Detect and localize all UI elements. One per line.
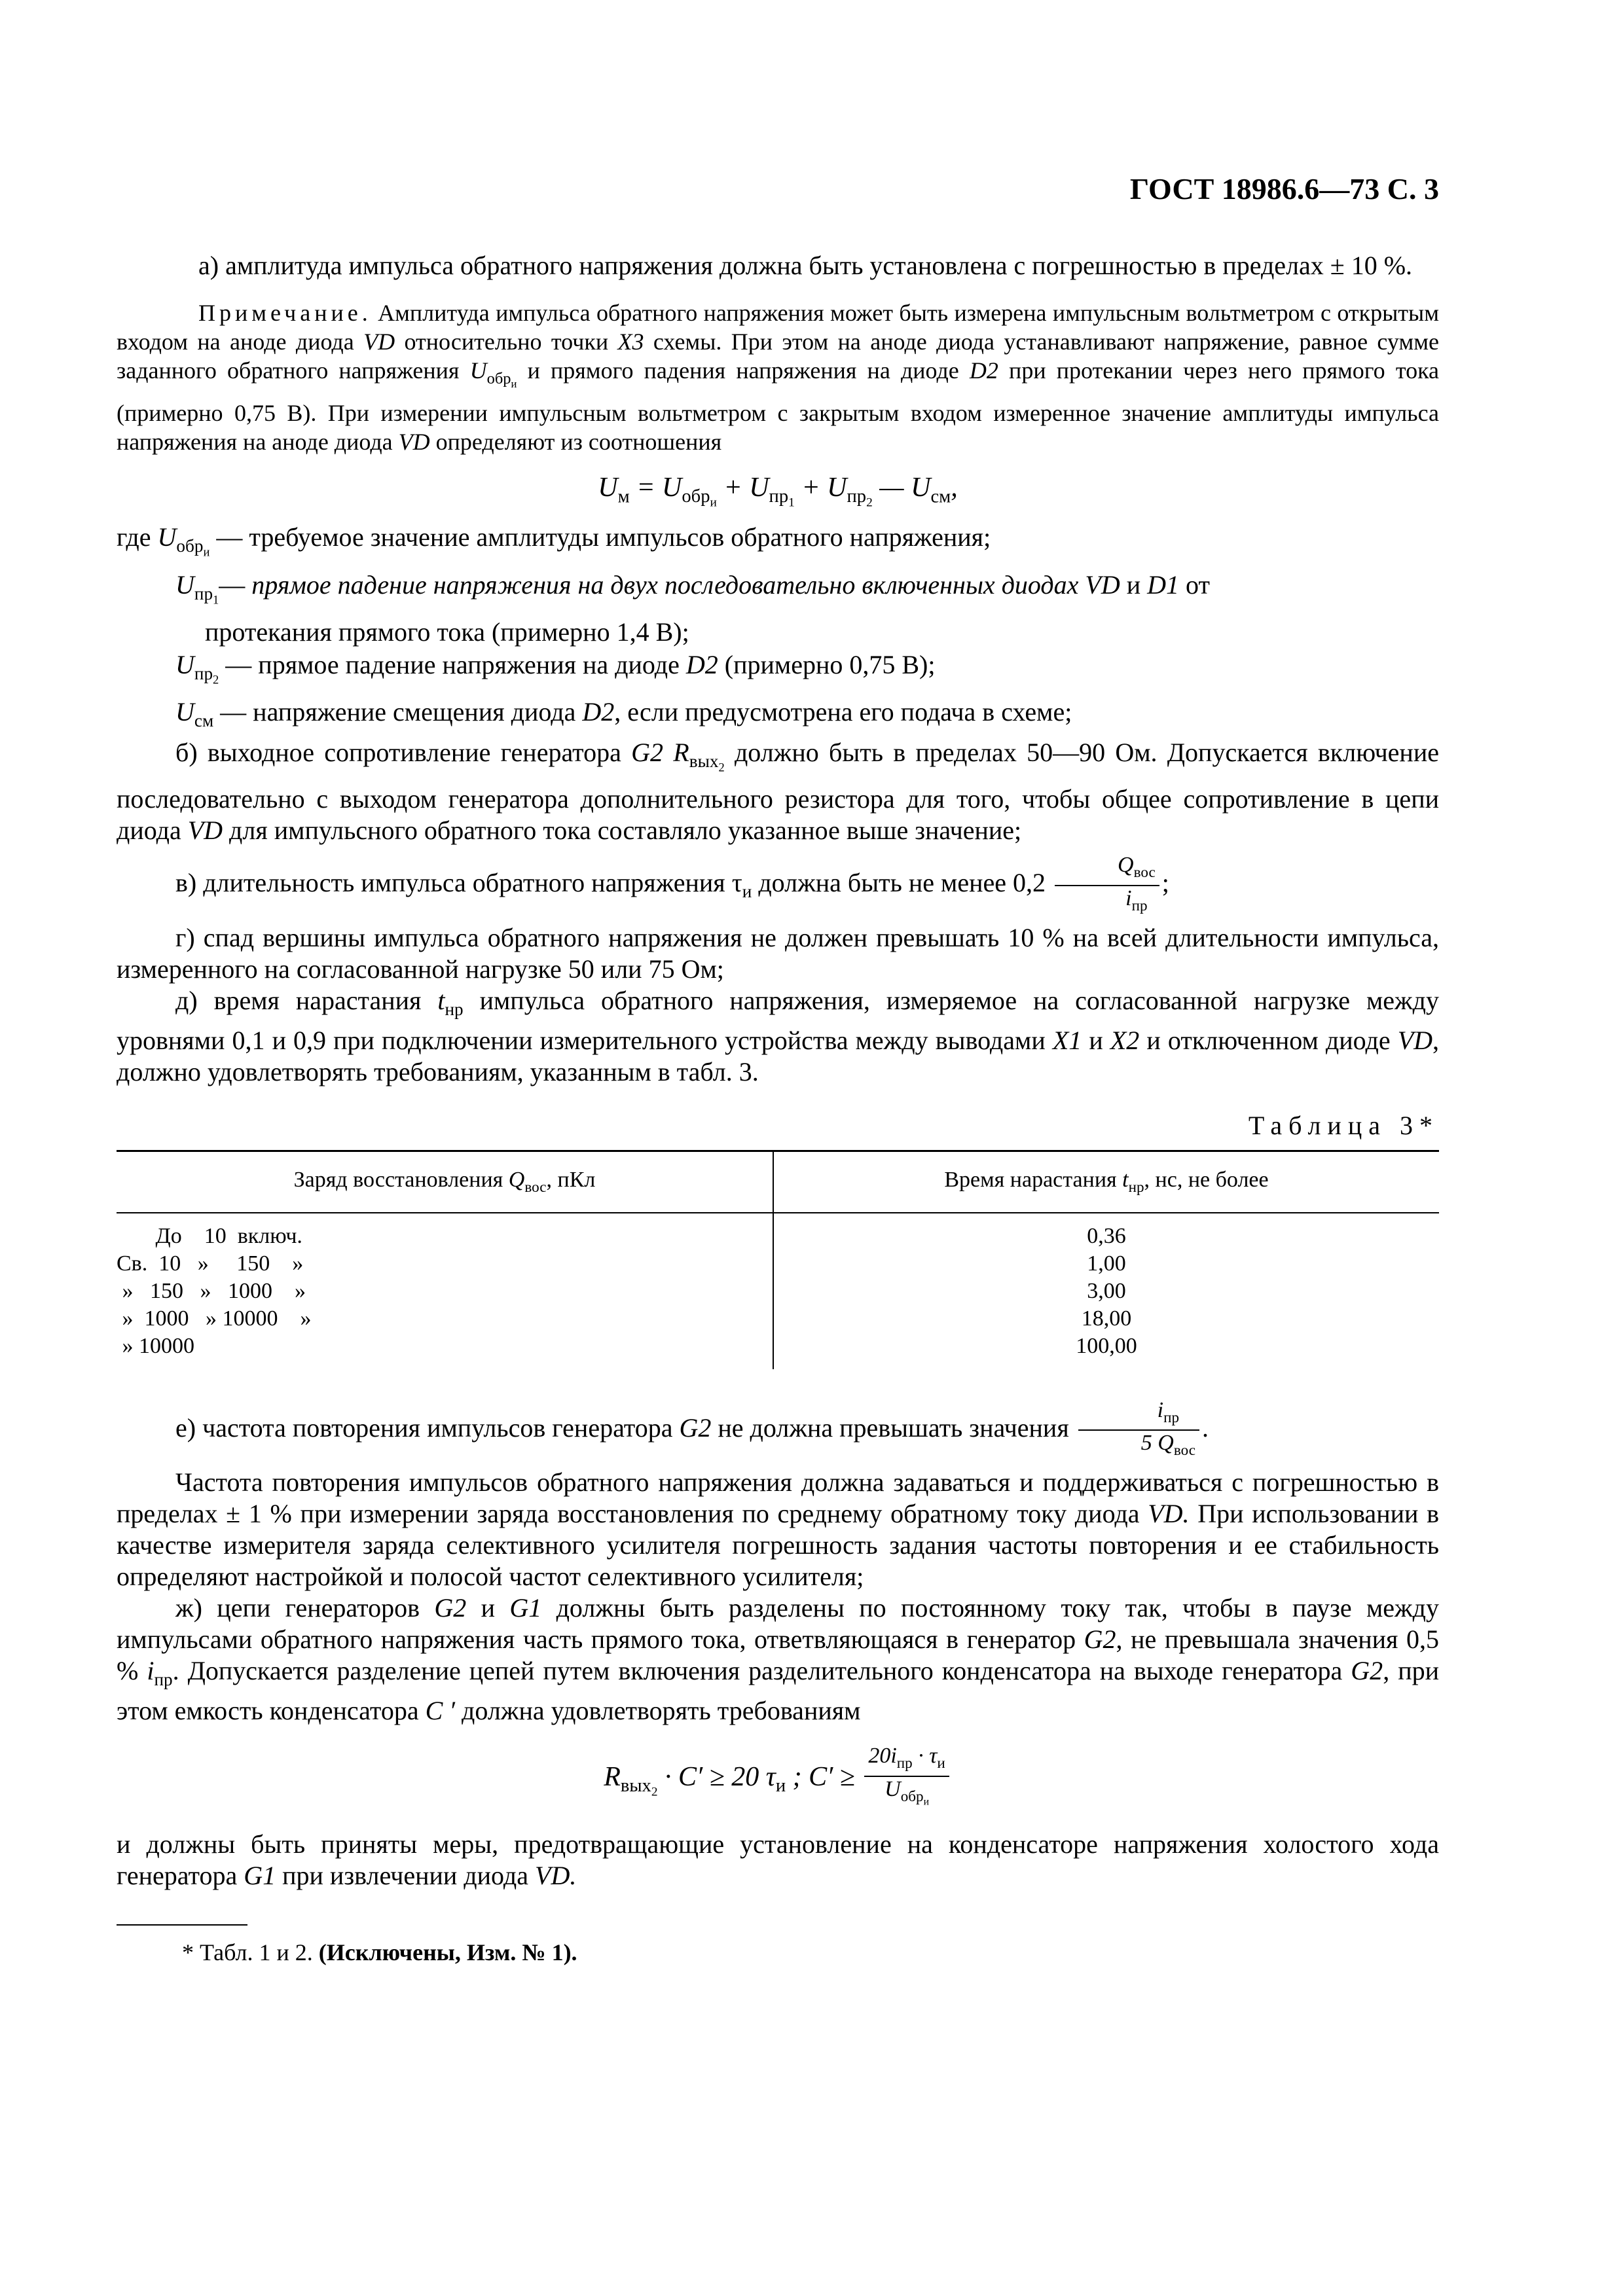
para-zh: ж) цепи генераторов G2 и G1 должны быть разделены по постоянному току так, чтобы в паузе между импульсами обратного напряжения часть прямого тока, ответвляющаяся в генератор G2, не превышала значения 0,5 % $i_{пр}$. Допускается разделение цепей путем включения разделительного конденсатора на выходе генератора G2, при этом емкость конденсатора C ′ должна удовлетворять требованиям <box>117 1593 1440 1726</box>
para-g: г) спад вершины импульса обратного напряжения не должен превышать 10 % на всей длительности импульса, измеренного на согласованной нагрузке 50 или 75 Ом; <box>117 922 1439 984</box>
table-cell-value: 3,00 <box>1087 1278 1126 1303</box>
para-frequency: Частота повторения импульсов обратного напряжения должна задаваться и поддерживаться с погрешностью в пределах ± 1 % при измерении заряда восстановления по среднему обратному току диода VD. При использовании в качестве измерителя заряда селективного усилителя погрешность задания частоты повторения и ее стабильность определяют настройкой и полосой частот селективного усилителя; <box>117 1467 1439 1592</box>
table-row <box>117 1213 1439 1250</box>
table-cell-range: » 1000 » 10000 » <box>117 1305 773 1333</box>
page-header: ГОСТ 18986.6—73 С. 3 <box>1129 172 1439 206</box>
table-header-row <box>117 1151 1439 1213</box>
where-4: $U_{см}$ — напряжение смещения диода D2, если предусмотрена его подача в схеме; <box>175 697 1072 731</box>
where-2: $U_{пр_1}—$ прямое падение напряжения на двух последовательно включенных диодах VD и D1 от <box>175 569 1210 607</box>
para-a: а) амплитуда импульса обратного напряжения должна быть установлена с погрешностью в пределах ± 10 %. <box>198 251 1413 280</box>
table-cell-value: 1,00 <box>1087 1251 1126 1276</box>
fraction-capacitor: $\frac{20i_{пр} \cdot \tau_и}{U_{обр_и}}$ <box>864 1744 949 1814</box>
formula-capacitor: $R_{вых_2} \cdot C' \ge 20$ $\tau_и$ ; C′ ≥ $\frac{20i_{пр} \cdot \tau_и}{U_{обр_и}}$ <box>117 1744 1439 1814</box>
para-last: и должны быть приняты меры, предотвращающие установление на конденсаторе напряжения холостого хода генератора G1 при извлечении диода VD. <box>117 1829 1439 1891</box>
table-cell-range: » 150 » 1000 » <box>117 1278 773 1305</box>
table-cell-range: До 10 включ. <box>117 1213 773 1250</box>
fraction-i-5q: $\frac{i_{пр}}{5 Q_{вос}}$ <box>1078 1398 1199 1463</box>
table-cell-range: Св. 10 » 150 » <box>117 1250 773 1278</box>
table-row <box>117 1278 1439 1305</box>
para-b: б) выходное сопротивление генератора G2 $R_{вых_2}$ должно быть в пределах 50—90 Ом. Допускается включение последовательно с выходом генератора дополнительного резистора для того, чтобы общее сопротивление в цепи диода VD для импульсного обратного тока составляло указанное выше значение; <box>117 738 1440 845</box>
table-row <box>117 1333 1439 1369</box>
para-v: в) длительность импульса обратного напряжения $\tau_и$ должна быть не менее 0,2 $\frac{Q_{вос}}{i_{пр}}$ ; <box>117 853 1439 918</box>
table-title: Таблица 3* <box>1248 1110 1439 1140</box>
where-2-cont: протекания прямого тока (примерно 1,4 В); <box>205 617 689 647</box>
table-row <box>117 1250 1439 1278</box>
table-3 <box>117 1150 1439 1369</box>
para-e: е) частота повторения импульсов генератора G2 не должна превышать значения $\frac{i_{пр}}{5 Q_{вос}}$ . <box>117 1398 1439 1463</box>
formula-um: $U_м = U_{обр_и} + U_{пр_1} + U_{пр_2}$ — $U_{см}$, <box>598 473 958 511</box>
table-cell-value: 18,00 <box>1081 1306 1132 1331</box>
table-cell-value: 100,00 <box>1076 1333 1137 1358</box>
footnote: * Табл. 1 и 2. (Исключены, Изм. № 1). <box>182 1939 577 1966</box>
table-cell-range: » 10000 <box>117 1333 773 1369</box>
footnote-divider <box>117 1924 247 1926</box>
table-cell-value: 0,36 <box>1087 1223 1126 1248</box>
table-header-charge: Заряд восстановления $Q_{вос}$, пКл <box>117 1151 773 1213</box>
note-label: Примечание. <box>198 300 372 326</box>
para-d: д) время нарастания $t_{нр}$ импульса обратного напряжения, измеряемое на согласованной нагрузке между уровнями 0,1 и 0,9 при подключении измерительного устройства между выводами X1 и X2 и отключенном диоде VD, должно удовлетворять требованиям, указанным в табл. 3. <box>117 985 1440 1086</box>
body <box>117 250 1439 1966</box>
where-1: где $U_{обр_и}$ — требуемое значение амплитуды импульсов обратного напряжения; <box>117 522 991 559</box>
table-row <box>117 1305 1439 1333</box>
where-3: $U_{пр_2}$ — прямое падение напряжения на диоде D2 (примерно 0,75 В); <box>175 650 936 687</box>
table-header-rise-time: Время нарастания $t_{нр}$, нс, не более <box>773 1151 1439 1213</box>
fraction-q-i: $\frac{Q_{вос}}{i_{пр}}$ <box>1055 853 1159 918</box>
note: Примечание. Амплитуда импульса обратного напряжения может быть измерена импульсным вольтметром с открытым входом на аноде диода VD относительно точки X3 схемы. При этом на аноде диода устанавливают напряжение, равное сумме заданного обратного напряжения $U_{обр_и}$ и прямого падения напряжения на диоде D2 при протекании через него прямого тока (примерно 0,75 В). При измерении импульсным вольтметром с закрытым входом измеренное значение амплитуды импульса напряжения на аноде диода VD определяют из соотношения <box>117 300 1439 456</box>
